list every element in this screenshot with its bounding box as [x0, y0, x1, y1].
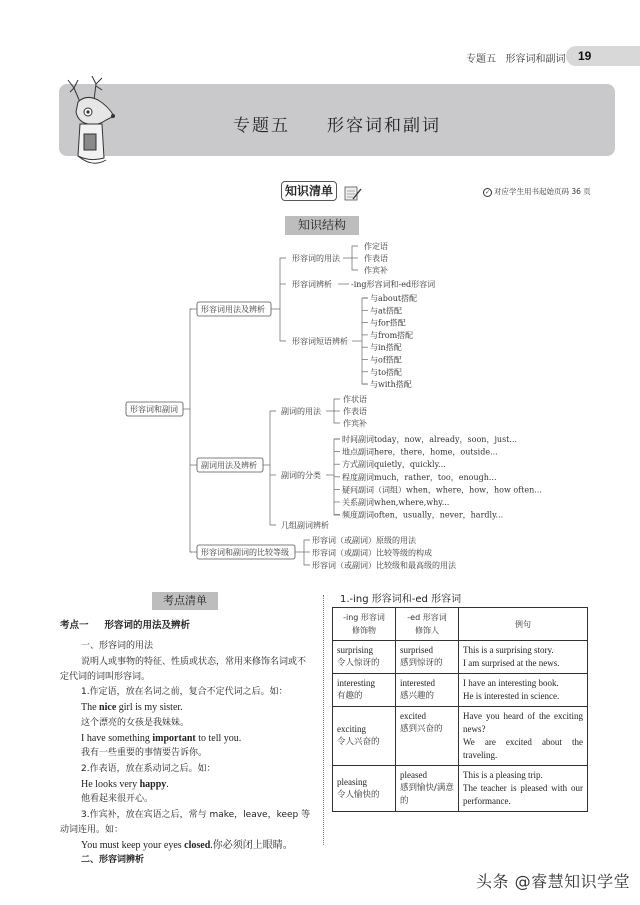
- leaf-preposition-collocation: 与at搭配: [370, 306, 402, 316]
- branch-comparison-label: 形容词和副词的比较等级: [201, 548, 289, 557]
- leaf-preposition-collocation: 与to搭配: [370, 367, 403, 377]
- reference-text: 对应学生用书起始页码 36 页: [494, 187, 591, 196]
- table-row: [333, 707, 588, 766]
- leaf-ing-ed: -ing形容词和-ed形容词: [351, 280, 436, 289]
- exam-point-title: 形容词的用法及辨析: [104, 620, 191, 631]
- leaf-adjective-usage: 作表语: [364, 254, 388, 263]
- example-sentence: I have an interesting book.: [463, 678, 559, 688]
- example-cell: [459, 674, 588, 707]
- connector-line: [304, 540, 310, 565]
- example-sentence: He is interested in science.: [463, 691, 560, 701]
- example-sentence: This is a surprising story.: [463, 645, 554, 655]
- knowledge-list-badge: 知识清单: [281, 181, 337, 201]
- leaf-preposition-collocation: 与about搭配: [370, 294, 418, 303]
- example-sentence: This is a pleasing trip.: [463, 770, 543, 780]
- node-adverb-usage: 副词的用法: [281, 407, 321, 416]
- ing-cell: pleasing 令人愉快的: [333, 766, 396, 812]
- mind-map-root-label: 形容词和副词: [130, 405, 178, 414]
- exam-point-label: 考点一: [60, 620, 89, 631]
- ing-cell: exciting 令人兴奋的: [333, 707, 396, 766]
- leaf-adverb-type: 关系副词when,where,why...: [342, 498, 450, 507]
- connector-line: [270, 411, 276, 525]
- example-en: He looks very happy.: [81, 778, 169, 790]
- example-en: You must keep your eyes closed.你必须闭上眼睛。: [81, 840, 293, 852]
- header-example: 例句: [459, 608, 588, 641]
- leaf-adverb-usage: 作状语: [343, 395, 367, 404]
- leaf-adverb-type: 疑问副词（词组）when，where，how，how often...: [342, 485, 542, 495]
- leaf-preposition-collocation: 与in搭配: [370, 343, 402, 353]
- example-cell: [459, 707, 588, 766]
- example-sentence: Have you heard of the exciting news?: [463, 711, 583, 734]
- table-header-row: [333, 608, 588, 641]
- running-header-topic: 专题五: [466, 54, 496, 65]
- leaf-comparison: 形容词（或副词）比较级和最高级的用法: [312, 561, 456, 570]
- definition-text: 说明人或事物的特征、性质或状态，常用来修饰名词或不定代词的词叫形容词。: [60, 656, 307, 682]
- table-row: [333, 641, 588, 674]
- example-cell: [459, 766, 588, 812]
- branch-adjective-usage-label: 形容词用法及辨析: [201, 305, 265, 314]
- column-divider: [323, 595, 324, 845]
- leaf-adverb-usage: 作宾补: [343, 419, 367, 428]
- example-sentence: The teacher is pleased with our performance.: [463, 783, 583, 806]
- leaf-adjective-usage: 作定语: [364, 242, 388, 251]
- node-adjective-distinction: 形容词辨析: [292, 280, 332, 289]
- check-circle-icon: ✓: [484, 189, 491, 196]
- connector-line: [280, 258, 286, 341]
- leaf-preposition-collocation: 与for搭配: [370, 318, 406, 328]
- ing-cell: interesting 有趣的: [333, 674, 396, 707]
- leaf-preposition-collocation: 与with搭配: [370, 380, 412, 390]
- exam-point-content: [60, 618, 312, 869]
- ed-cell: excited 感到兴奋的: [396, 707, 459, 766]
- leaf-preposition-collocation: 与from搭配: [370, 330, 414, 340]
- node-adverb-distinction: 几组副词辨析: [281, 521, 329, 530]
- leaf-adverb-type: 地点副词here，there，home，outside...: [342, 447, 498, 457]
- leaf-adverb-type: 频度副词often，usually，never，hardly...: [342, 510, 504, 520]
- header-ing: -ing 形容词 修饰物: [333, 608, 396, 641]
- trunk-line: [190, 309, 192, 552]
- section-heading: 二、形容词辨析: [81, 855, 145, 866]
- section-heading: 一、形容词的用法: [81, 641, 154, 652]
- watermark: 头条 @睿慧知识学堂: [476, 872, 631, 891]
- example-cn: 他看起来很开心。: [81, 794, 154, 805]
- table-row: [333, 674, 588, 707]
- example-cn: 我有一些重要的事情要告诉你。: [81, 748, 208, 759]
- node-adverb-types: 副词的分类: [281, 471, 321, 480]
- leaf-comparison: 形容词（或副词）原级的用法: [312, 536, 416, 545]
- example-sentence: We are excited about the traveling.: [463, 737, 583, 760]
- example-en: The nice girl is my sister.: [81, 702, 183, 714]
- table-title: 1.-ing 形容词和-ed 形容词: [340, 594, 462, 605]
- leaf-adverb-type: 时间副词today，now，already，soon，just...: [342, 435, 518, 444]
- leaf-adverb-usage: 作表语: [343, 407, 367, 416]
- branch-adverb-usage-label: 副词用法及辨析: [201, 461, 257, 470]
- exam-point-heading: [60, 618, 312, 633]
- example-cn: 这个漂亮的女孩是我妹妹。: [81, 717, 190, 728]
- table-row: [333, 766, 588, 812]
- example-en: I have something important to tell you.: [81, 733, 242, 745]
- chapter-number: 专题五: [232, 116, 290, 136]
- rule-1: 1.作定语，放在名词之前，复合不定代词之后。如：: [81, 687, 288, 698]
- ed-cell: pleased 感到愉快/满意的: [396, 766, 459, 812]
- node-adjective-phrases: 形容词短语辨析: [292, 337, 348, 346]
- node-adjective-usage: 形容词的用法: [292, 254, 340, 263]
- ing-ed-adjective-table: [332, 607, 588, 812]
- ed-cell: surprised 感到惊讶的: [396, 641, 459, 674]
- example-sentence: I am surprised at the news.: [463, 658, 560, 668]
- connector-line: [362, 298, 368, 384]
- header-ed: -ed 形容词 修饰人: [396, 608, 459, 641]
- rule-2: 2.作表语，放在系动词之后。如：: [81, 763, 216, 774]
- leaf-preposition-collocation: 与of搭配: [370, 355, 402, 365]
- example-cell: [459, 641, 588, 674]
- running-header-subject: 形容词和副词: [505, 54, 566, 65]
- leaf-comparison: 形容词（或副词）比较等级的构成: [312, 548, 432, 558]
- ed-cell: interested 感兴趣的: [396, 674, 459, 707]
- exam-points-badge: 考点清单: [152, 592, 218, 610]
- page-number: 19: [578, 49, 592, 63]
- rule-3: 3.作宾补，放在宾语之后，常与 make，leave，keep 等动词连用。如：: [60, 809, 311, 835]
- leaf-adjective-usage: 作宾补: [364, 266, 388, 275]
- leaf-adverb-type: 程度副词much，rather，too，enough...: [342, 472, 497, 482]
- chapter-name: 形容词和副词: [327, 116, 442, 136]
- ing-cell: surprising 令人惊讶的: [333, 641, 396, 674]
- knowledge-structure-label: 知识结构: [285, 216, 359, 235]
- leaf-adverb-type: 方式副词quietly，quickly...: [342, 460, 446, 470]
